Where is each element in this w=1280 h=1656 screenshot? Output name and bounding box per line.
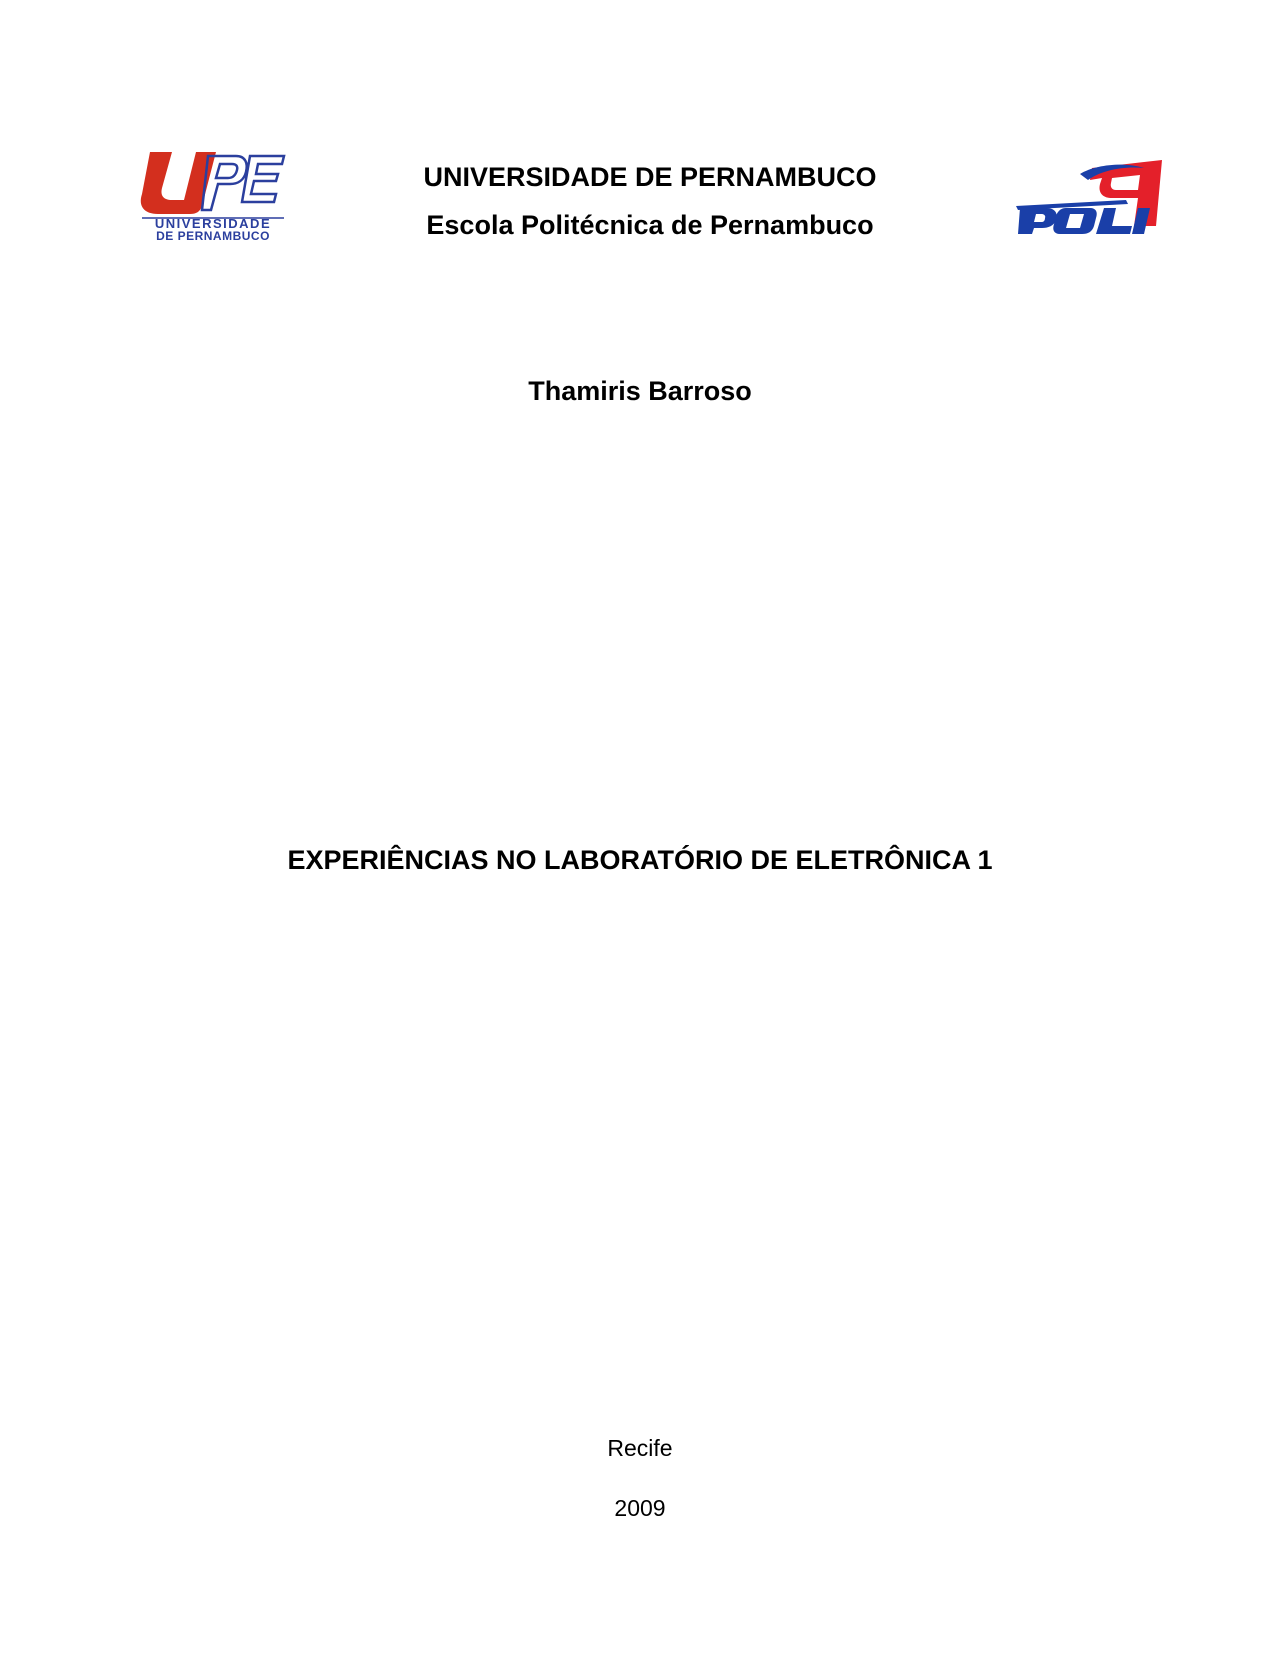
author-name: Thamiris Barroso (528, 376, 752, 406)
document-title: EXPERIÊNCIAS NO LABORATÓRIO DE ELETRÔNICA 1 (287, 845, 993, 875)
upe-logo-line1: UNIVERSIDADE (154, 216, 272, 231)
poli-logo (1016, 158, 1166, 234)
upe-logo (138, 148, 288, 240)
city: Recife (607, 1435, 673, 1461)
poli-logo-graphic (1016, 158, 1166, 234)
upe-logo-graphic (138, 148, 288, 240)
school-name: Escola Politécnica de Pernambuco (426, 210, 874, 240)
upe-logo-line2: DE PERNAMBUCO (156, 229, 270, 240)
institution-header (340, 162, 960, 240)
university-name: UNIVERSIDADE DE PERNAMBUCO (423, 162, 877, 192)
year: 2009 (614, 1495, 666, 1521)
